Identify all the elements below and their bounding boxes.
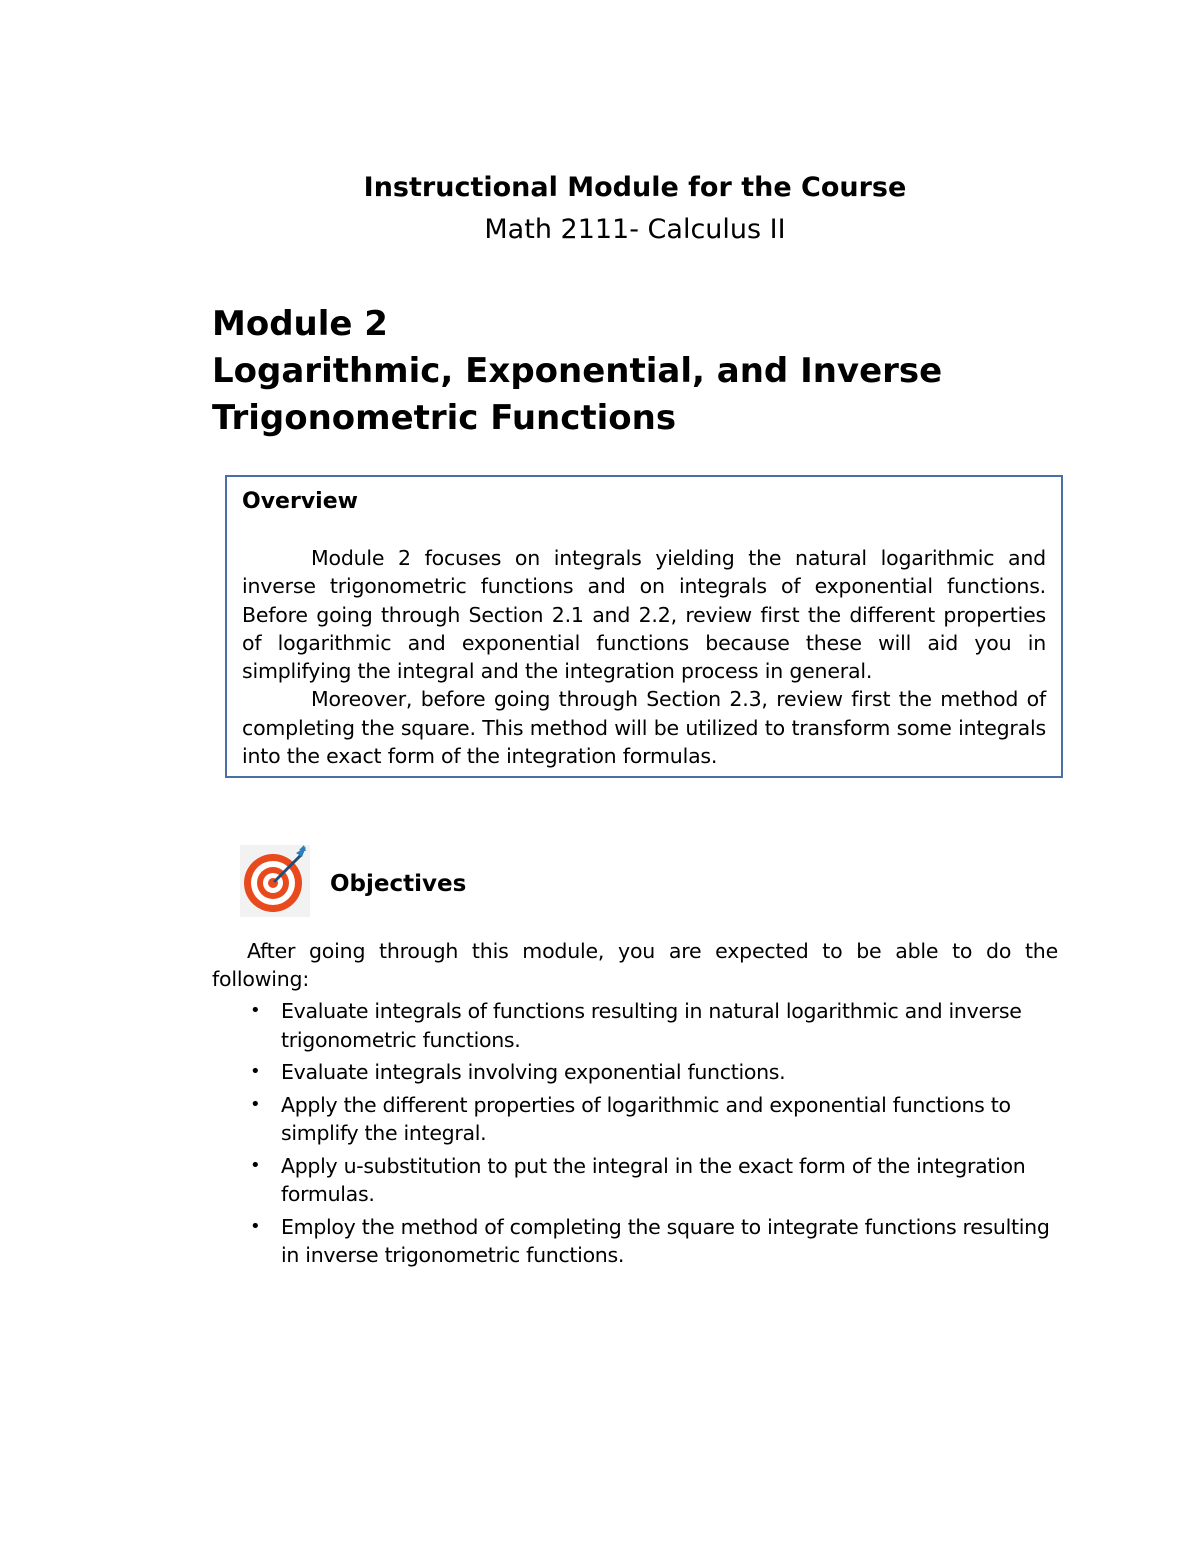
module-number: Module 2 (212, 304, 388, 344)
list-item (212, 1152, 1058, 1209)
list-item (212, 1058, 1058, 1087)
module-title-line-1: Logarithmic, Exponential, and Inverse (212, 351, 943, 391)
bullet-icon: • (250, 1215, 261, 1237)
module-title-block (212, 300, 1112, 442)
objectives-heading: Objectives (330, 871, 467, 897)
target-icon (240, 845, 310, 917)
list-item (212, 997, 1058, 1054)
list-item (212, 1213, 1058, 1270)
overview-paragraph-2: Moreover, before going through Section 2.3, review first the method of completing the square. This method will be utilized to transform some integrals into the exact form of the integration formulas. (242, 687, 1046, 769)
overview-box (225, 475, 1063, 778)
objective-text: Evaluate integrals of functions resulting in natural logarithmic and inverse trigonometric functions. (281, 999, 1022, 1052)
objective-text: Apply u-substitution to put the integral in the exact form of the integration formulas. (281, 1153, 1026, 1206)
objectives-header (240, 845, 640, 917)
bullet-icon: • (250, 1093, 261, 1115)
objectives-body (212, 937, 1058, 1274)
overview-heading: Overview (242, 489, 358, 514)
objective-text: Evaluate integrals involving exponential functions. (281, 1060, 786, 1084)
list-item (212, 1091, 1058, 1148)
objective-text: Apply the different properties of logarithmic and exponential functions to simplify the integral. (281, 1092, 1011, 1145)
module-title-line-2: Trigonometric Functions (212, 398, 677, 438)
overview-paragraph-1: Module 2 focuses on integrals yielding the natural logarithmic and inverse trigonometric functions and on integrals of exponential functions. Before going through Section 2.1 and 2.2, review first the different properties of logarithmic and exponential functions because these will aid you in simplifying the integral and the integration process in general. (242, 546, 1046, 684)
bullet-icon: • (250, 1154, 261, 1176)
module-title (212, 348, 1112, 442)
bullet-icon: • (250, 1061, 261, 1082)
course-name: Math 2111- Calculus II (484, 214, 786, 245)
document-header (0, 168, 1200, 250)
objective-text: Employ the method of completing the square to integrate functions resulting in inverse trigonometric functions. (281, 1214, 1050, 1267)
course-label: Instructional Module for the Course (363, 172, 907, 203)
objectives-intro: After going through this module, you are expected to be able to do the following: (212, 939, 1058, 991)
bullet-icon: • (250, 1000, 261, 1021)
objectives-list (212, 997, 1058, 1270)
